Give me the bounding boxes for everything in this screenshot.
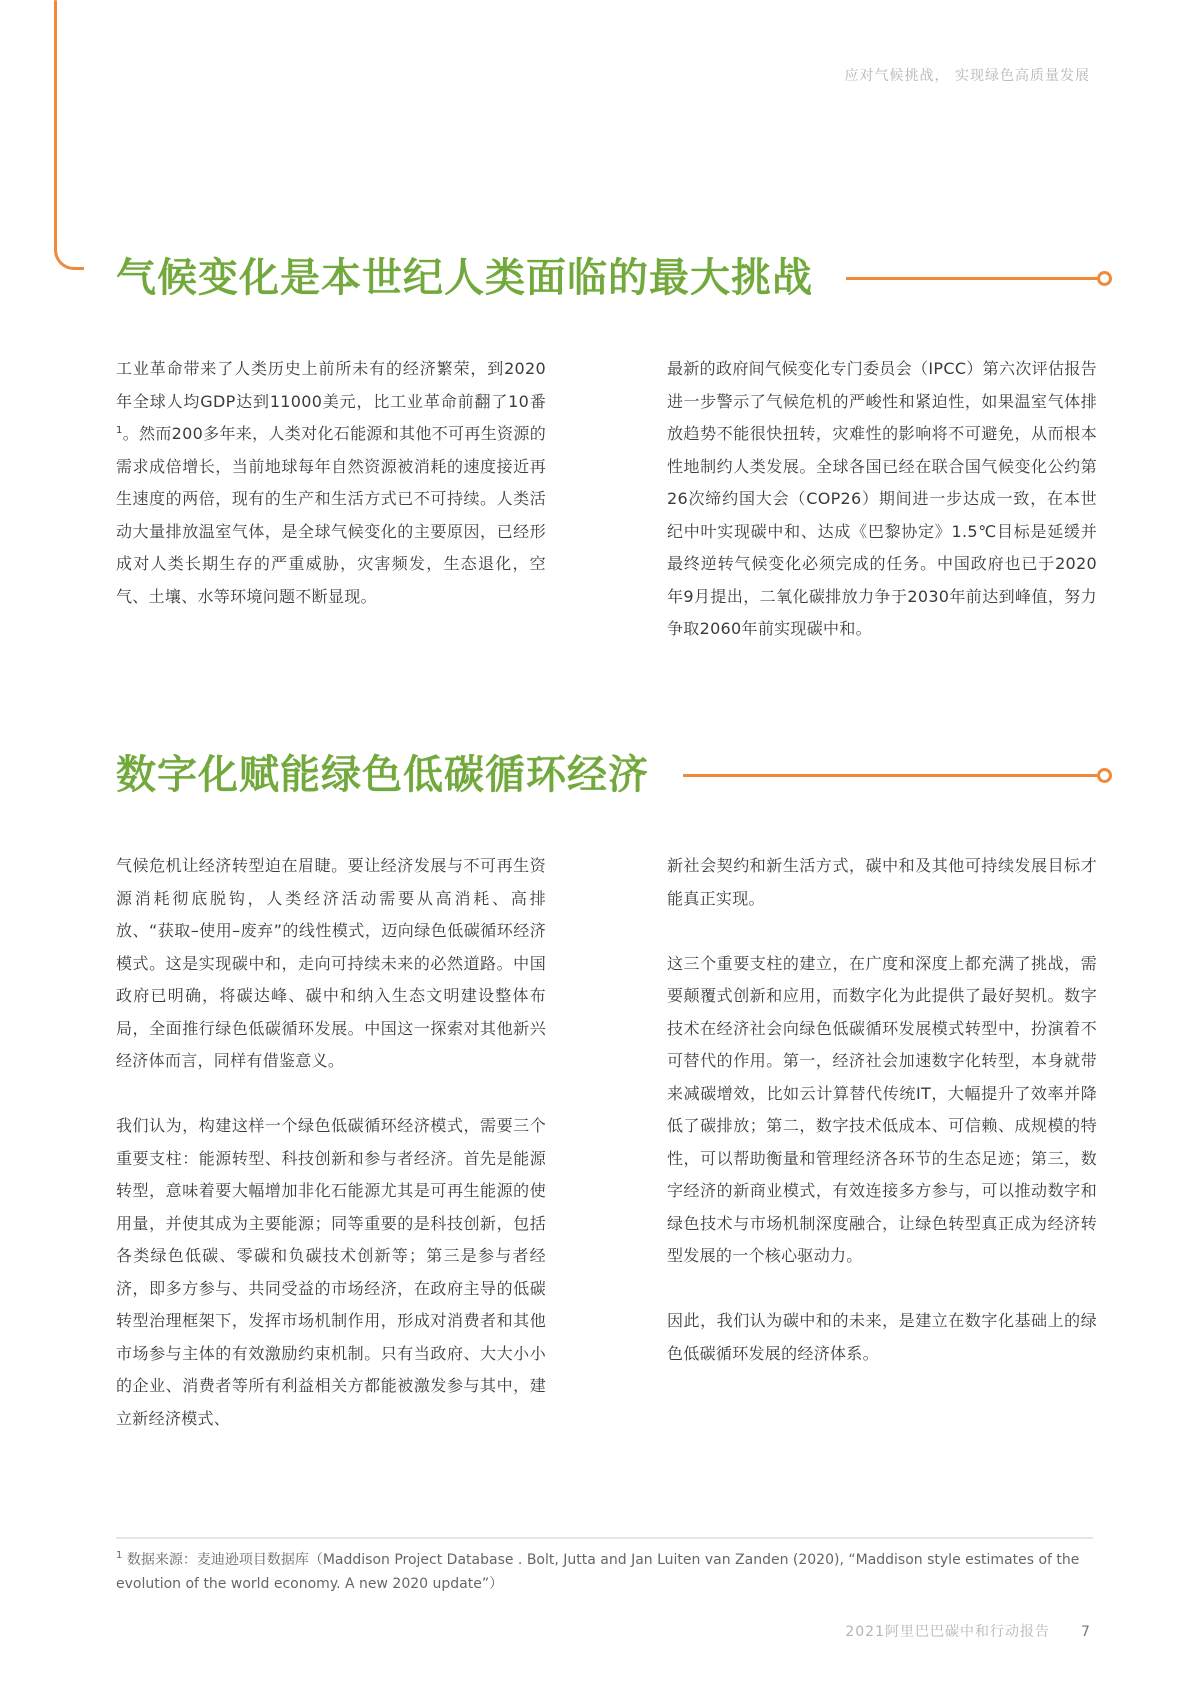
section-2-left-paragraph-2: 我们认为，构建这样一个绿色低碳循环经济模式，需要三个重要支柱：能源转型、科技创新和参与者经济。首先是能源转型，意味着要大幅增加非化石能源尤其是可再生能源的使用量，并使其成为主要能源；同等重要的是科技创新，包括各类绿色低碳、零碳和负碳技术创新等；第三是参与者经济，即多方参与、共同受益的市场经济，在政府主导的低碳转型治理框架下，发挥市场机制作用，形成对消费者和其他市场参与主体的有效激励约束机制。只有当政府、大大小小的企业、消费者等所有利益相关方都能被激发参与其中，建立新经济模式、 xyxy=(116,1116,546,1428)
section-1-right-column xyxy=(667,353,1097,646)
section-2-title: 数字化赋能绿色低碳循环经济 xyxy=(116,752,649,798)
section-2-right-paragraph-3: 因此，我们认为碳中和的未来，是建立在数字化基础上的绿色低碳循环发展的经济体系。 xyxy=(667,1311,1097,1363)
footnote xyxy=(116,1548,1101,1596)
section-2-right-paragraph-2: 这三个重要支柱的建立，在广度和深度上都充满了挑战，需要颠覆式创新和应用，而数字化为此提供了最好契机。数字技术在经济社会向绿色低碳循环发展模式转型中，扮演着不可替代的作用。第一，经济社会加速数字化转型，本身就带来减碳增效，比如云计算替代传统IT，大幅提升了效率并降低了碳排放；第二，数字技术低成本、可信赖、成规模的特性，可以帮助衡量和管理经济各环节的生态足迹；第三，数字经济的新商业模式，有效连接多方参与，可以推动数字和绿色技术与市场机制深度融合，让绿色转型真正成为经济转型发展的一个核心驱动力。 xyxy=(667,953,1097,1265)
footnote-marker: 1 xyxy=(116,1550,123,1561)
section-2-title-line xyxy=(683,774,1102,777)
section-1-title-dot-icon xyxy=(1097,271,1112,286)
header-slogan: 应对气候挑战， 实现绿色高质量发展 xyxy=(844,68,1090,84)
section-1-right-paragraph: 最新的政府间气候变化专门委员会（IPCC）第六次评估报告进一步警示了气候危机的严峻性和紧迫性，如果温室气体排放趋势不能很快扭转，灾难性的影响将不可避免，从而根本性地制约人类发展。全球各国已经在联合国气候变化公约第26次缔约国大会（COP26）期间进一步达成一致，在本世纪中叶实现碳中和、达成《巴黎协定》1.5℃目标是延缓并最终逆转气候变化必须完成的任务。中国政府也已于2020年9月提出，二氧化碳排放力争于2030年前达到峰值，努力争取2060年前实现碳中和。 xyxy=(667,359,1097,638)
section-2-left-paragraph-1: 气候危机让经济转型迫在眉睫。要让经济发展与不可再生资源消耗彻底脱钩，人类经济活动需要从高消耗、高排放、“获取–使用–废弃”的线性模式，迈向绿色低碳循环经济模式。这是实现碳中和，走向可持续未来的必然道路。中国政府已明确，将碳达峰、碳中和纳入生态文明建设整体布局，全面推行绿色低碳循环发展。中国这一探索对其他新兴经济体而言，同样有借鉴意义。 xyxy=(116,856,546,1070)
decorative-orange-line xyxy=(54,0,57,250)
decorative-orange-curve xyxy=(54,240,84,270)
footnote-ref: 1 xyxy=(116,425,123,436)
section-2-right-column xyxy=(667,850,1097,1370)
section-2-right-paragraph-1: 新社会契约和新生活方式，碳中和及其他可持续发展目标才能真正实现。 xyxy=(667,856,1097,908)
footnote-divider xyxy=(116,1537,1093,1539)
section-1-title: 气候变化是本世纪人类面临的最大挑战 xyxy=(116,255,813,301)
section-1-left-column xyxy=(116,353,546,613)
section-2-left-column xyxy=(116,850,546,1435)
section-1-left-paragraph: 工业革命带来了人类历史上前所未有的经济繁荣，到2020年全球人均GDP达到11000美元，比工业革命前翻了10番$^1$。然而200多年来，人类对化石能源和其他不可再生资源的需求成倍增长，当前地球每年自然资源被消耗的速度接近再生速度的两倍，现有的生产和生活方式已不可持续。人类活动大量排放温室气体，是全球气候变化的主要原因，已经形成对人类长期生存的严重威胁，灾害频发，生态退化，空气、土壤、水等环境问题不断显现。 xyxy=(116,359,546,606)
section-2-title-dot-icon xyxy=(1097,768,1112,783)
footer-report-name: 2021阿里巴巴碳中和行动报告 xyxy=(845,1624,1050,1640)
page-number: 7 xyxy=(1081,1624,1090,1640)
section-1-title-line xyxy=(846,277,1102,280)
footnote-text: 数据来源：麦迪逊项目数据库（Maddison Project Database . Bolt, Jutta and Jan Luiten van Zanden (2020), “Maddison style estimates of the evolution of the world economy. A new 2020 update”） xyxy=(116,1552,1080,1592)
